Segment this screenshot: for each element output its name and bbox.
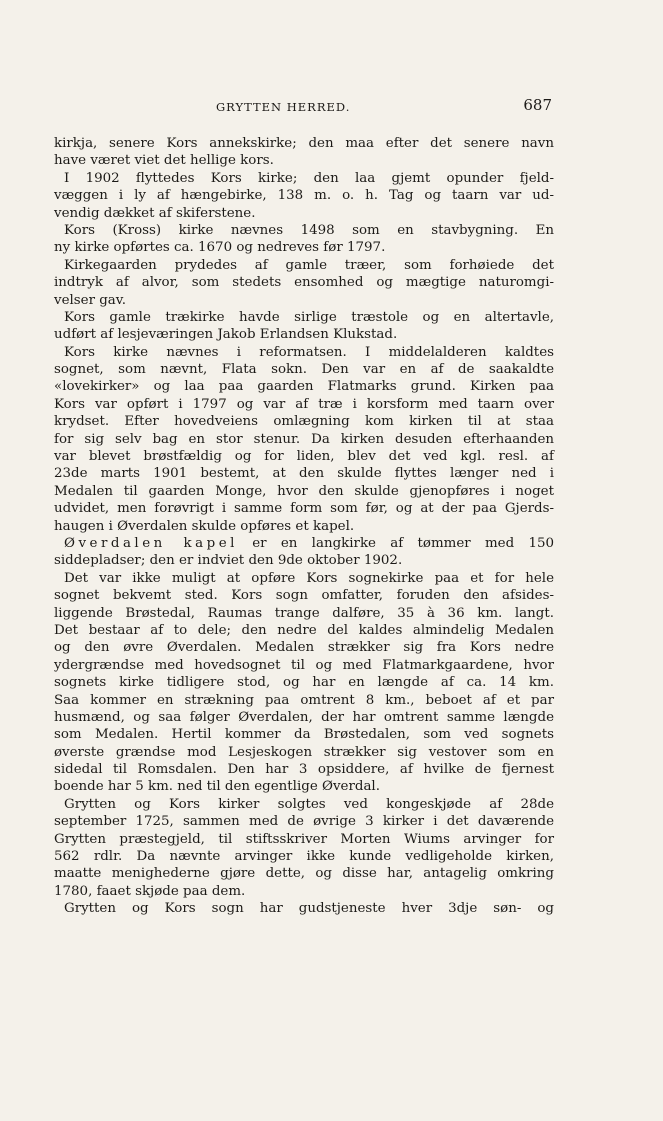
text-line: «lovekirker» og laa paa gaarden Flatmarks grund. Kirken paa [54, 379, 554, 395]
text-line: siddepladser; den er indviet den 9de oktober 1902. [54, 553, 403, 569]
text-line: væggen i ly af hængebirke, 138 m. o. h. Tag og taarn var ud- [54, 188, 554, 204]
text-line: liggende Brøstedal, Raumas trange dalføre, 35 à 36 km. langt. [54, 605, 554, 621]
line-rest: er en langkirke af tømmer med 150 [237, 535, 555, 551]
text-line: 1780, faaet skjøde paa dem. [54, 883, 246, 899]
text-line: var blevet brøstfældig og for liden, blev det ved kgl. resl. af [54, 449, 554, 465]
text-line: ny kirke opførtes ca. 1670 og nedreves før 1797. [54, 240, 386, 256]
text-line: Kors kirke nævnes i reformatsen. I middelalderen kaldtes [64, 344, 554, 360]
text-line: Det var ikke muligt at opføre Kors sognekirke paa et for hele [64, 570, 554, 586]
text-line: Grytten og Kors kirker solgtes ved kongeskjøde af 28de [64, 796, 554, 812]
text-line: haugen i Øverdalen skulde opføres et kapel. [54, 518, 355, 534]
text-line: maatte menighederne gjøre dette, og disse har, antagelig omkring [54, 866, 554, 882]
text-line: have været viet det hellige kors. [54, 153, 274, 169]
text-line: I 1902 flyttedes Kors kirke; den laa gjemt opunder fjeld- [64, 170, 554, 186]
text-line: indtryk af alvor, som stedets ensomhed og mægtige naturomgi- [54, 275, 554, 291]
text-line: udført af lesjeværingen Jakob Erlandsen Klukstad. [54, 327, 398, 343]
text-line: og den øvre Øverdalen. Medalen strækker sig fra Kors nedre [54, 640, 554, 656]
text-line: sognets kirke tidligere stod, og har en længde af ca. 14 km. [54, 675, 554, 691]
text-line: velser gav. [54, 292, 127, 308]
text-line: Medalen til gaarden Monge, hvor den skulde gjenopføres i noget [54, 483, 554, 499]
text-line: Grytten præstegjeld, til stiftsskriver Morten Wiums arvinger for [54, 831, 554, 847]
text-line: Grytten og Kors sogn har gudstjeneste hver 3dje søn- og [64, 901, 554, 917]
text-line: øverste grændse mod Lesjeskogen strækker sig vestover som en [54, 744, 554, 760]
text-line: Kirkegaarden prydedes af gamle træer, som forhøiede det [64, 257, 554, 273]
text-line: 562 rdlr. Da nævnte arvinger ikke kunde vedligeholde kirken, [54, 849, 554, 865]
text-line: sognet bekvemt sted. Kors sogn omfatter, foruden den afsides- [54, 588, 554, 604]
text-line: sidedal til Romsdalen. Den har 3 opsiddere, af hvilke de fjernest [54, 762, 554, 778]
text-line: Kors var opført i 1797 og var af træ i korsform med taarn over [54, 396, 554, 412]
text-line: udvidet, men forøvrigt i samme form som før, og at der paa Gjerds- [54, 501, 554, 517]
text-line: krydset. Efter hovedveiens omlægning kom kirken til at staa [54, 414, 554, 430]
page-number: 687 [523, 96, 552, 114]
text-line: ydergrændse med hovedsognet til og med Flatmarkgaardene, hvor [54, 657, 554, 673]
text-line: vendig dækket af skiferstene. [54, 205, 256, 221]
text-line: Saa kommer en strækning paa omtrent 8 km., beboet af et par [54, 692, 554, 708]
text-line: 23de marts 1901 bestemt, at den skulde flyttes længer ned i [54, 466, 554, 482]
body-text [54, 135, 554, 918]
running-header [56, 96, 552, 120]
text-line: husmænd, og saa følger Øverdalen, der har omtrent samme længde [54, 709, 554, 725]
text-line: boende har 5 km. ned til den egentlige Øverdal. [54, 779, 380, 795]
spaced-term: Øverdalen kapel [64, 535, 238, 551]
text-line [54, 535, 554, 552]
text-line: som Medalen. Hertil kommer da Brøstedalen, som ved sognets [54, 727, 554, 743]
text-line: sognet, som nævnt, Flata sokn. Den var en af de saakaldte [54, 362, 554, 378]
text-line: for sig selv bag en stor stenur. Da kirken desuden efterhaanden [54, 431, 554, 447]
text-line: Det bestaar af to dele; den nedre del kaldes almindelig Medalen [54, 622, 554, 638]
text-line: Kors gamle trækirke havde sirlige træstole og en altertavle, [64, 309, 554, 325]
text-line: kirkja, senere Kors annekskirke; den maa efter det senere navn [54, 136, 554, 151]
header-title: GRYTTEN HERRED. [216, 100, 351, 114]
text-line: Kors (Kross) kirke nævnes 1498 som en stavbygning. En [64, 222, 554, 238]
text-line: september 1725, sammen med de øvrige 3 kirker i det daværende [54, 814, 554, 830]
